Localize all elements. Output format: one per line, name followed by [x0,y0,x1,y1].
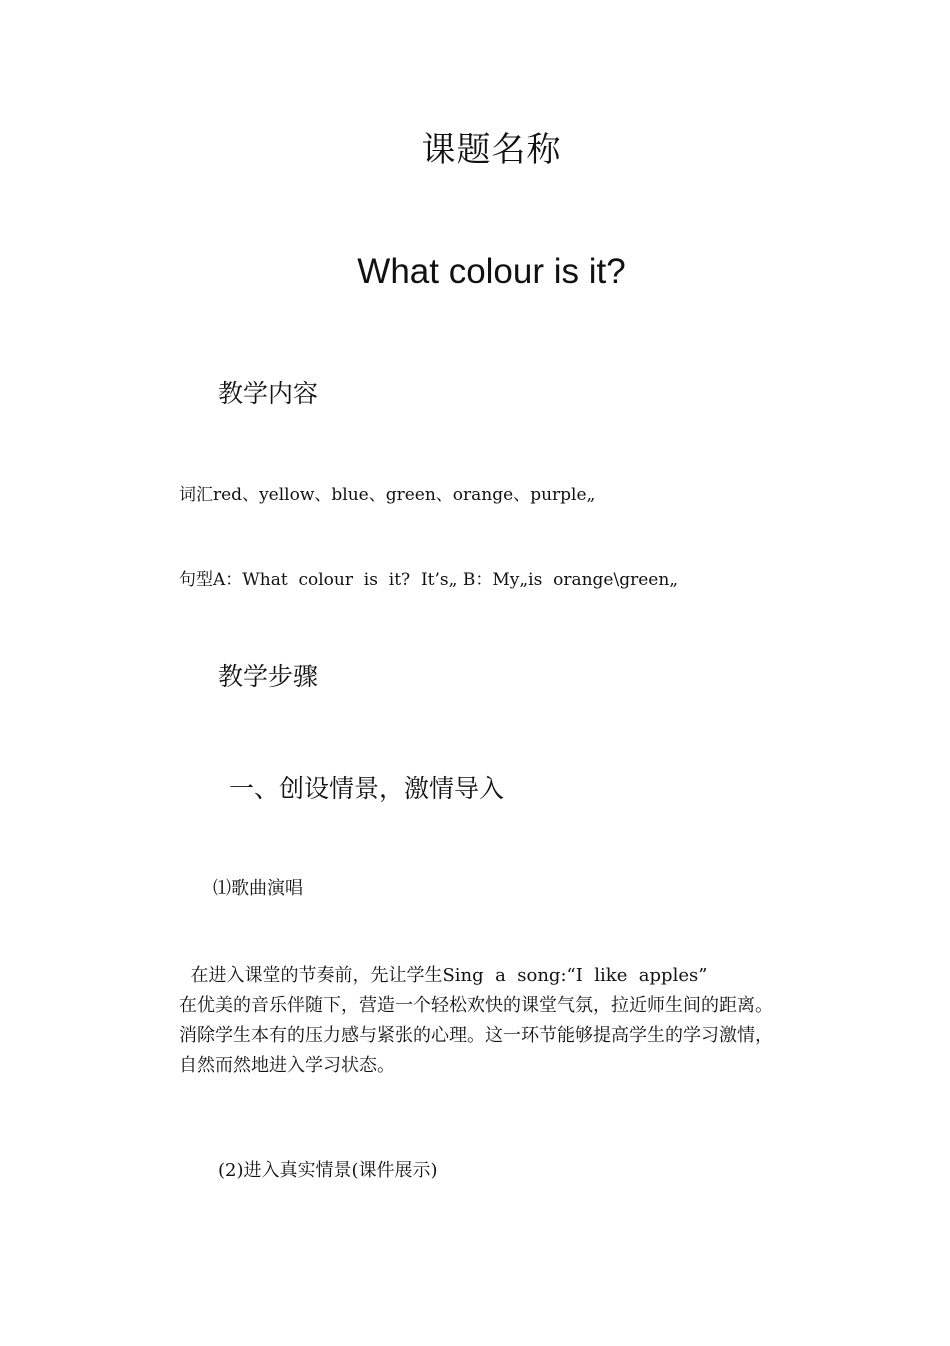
paragraph-line: 在进入课堂的节奏前，先让学生Sing a song:“I like apples” [179,965,708,986]
step1-item-scenario: (2)进入真实情景(课件展示) [218,1160,438,1181]
section-heading-steps: 教学步骤 [218,662,319,691]
lesson-title: What colour is it? [357,252,626,291]
paragraph-line: 消除学生本有的压力感与紧张的心理。这一环节能够提高学生的学习激情， [179,1025,773,1046]
section-heading-content: 教学内容 [218,379,319,408]
step1-heading: 一、创设情景，激情导入 [229,774,505,803]
paragraph-line: 在优美的音乐伴随下，营造一个轻松欢快的课堂气氛，拉近师生间的距离。 [179,995,773,1016]
step1-paragraph [179,961,804,1081]
vocabulary-line: 词汇red、yellow、blue、green、orange、purple„ [179,485,596,505]
step1-item-song: ⑴歌曲演唱 [213,878,303,899]
sentence-pattern-line: 句型A：What colour is it? It’s„ B：My„is orange\green„ [179,570,679,590]
paragraph-line: 自然而然地进入学习状态。 [179,1055,395,1076]
document-title: 课题名称 [421,130,562,170]
